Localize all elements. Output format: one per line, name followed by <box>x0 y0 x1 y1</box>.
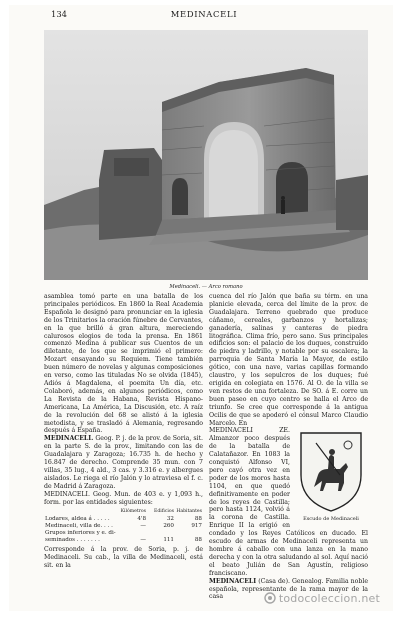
watermark-text: todocoleccion.net <box>278 592 380 605</box>
page-number: 134 <box>51 9 67 19</box>
arch-illustration <box>44 30 368 280</box>
table-row: seminados . . . . . . . — 111 88 <box>45 537 202 544</box>
shield-icon <box>296 429 366 513</box>
watermark <box>264 592 380 605</box>
col-inhabitants: Habitantes <box>176 509 202 515</box>
medinaceli-entry: MEDINACELI. Geog. P. j. de la prov. de Soria, sit. en la parte S. de la prov., limitando con las de Guadalajara y Zaragoza; 16.735 h. de hecho y 16.847 de derecho. Comprende 35 mun. con 7 villas, 35 lug., 4 ald., 3 cas. y 3.316 e. y albergues aislados. Le riega el río Jalón y lo atraviesa el f. c. de Madrid á Zaragoza. <box>44 435 203 490</box>
col-buildings: Edificios <box>154 509 174 515</box>
right-paragraph-continued: MEDINACELI ZE. Almanzor poco después de la batalla de Calatañazor. En 1083 la conquistó Alfonso VI, pero cayó otra vez en poder de los moros hasta 1104, en que quedó definitivamente en poder de los reyes de Castilla; pero hasta 1124, volvió á la corona de Castilla. Enrique II la erigió en condado y los Reyes Católicos en ducado. El escudo de armas de Medinaceli representa un hombre á caballo con una lanza en la mano derecha y con la otra saludando al sol. Aquí nació el beato Julián de San Agustín, religioso franciscano. <box>209 427 368 577</box>
left-closing-paragraph: Corresponde á la prov. de Soria, p. j. de Medinaceli. Su cab., la villa de Medinaceli, está sit. en la <box>44 546 203 570</box>
table-row: Medinaceli, villa de. . . . — 260 917 <box>45 522 202 529</box>
shield-caption: Escudo de Medinaceli <box>303 516 359 523</box>
left-column <box>44 293 203 570</box>
page-header <box>51 9 357 21</box>
watermark-logo-icon <box>264 592 276 604</box>
col-km: Kilómetros <box>120 509 146 515</box>
entry-headword: MEDINACELI. <box>44 435 94 443</box>
coat-of-arms <box>294 429 368 522</box>
entry-headword: MEDINACELI <box>209 577 257 585</box>
table-row: Grupos inferiores y e. di- <box>45 530 116 537</box>
medinaceli-municipality-entry: MEDINACELI. Geog. Mun. de 403 e. y 1,093 h., form. por las entidades siguientes: <box>44 490 203 506</box>
table-header <box>44 508 203 515</box>
right-paragraph: cuenca del río Jalón que baña su térm. en una planicie elevada, cerca del límite de la prov. de Guadalajara. Terreno quebrado que produce cáñamo, cereales, garbanzos y hortalizas; ganadería, salinas y canteras de piedra litográfica. Clima frío, pero sano. Sus principales edificios son: el palacio de los duques, construído de piedra y ladrillo, y notable por su escalera; la parroquia de Santa María la Mayor, de estilo gótico, con una nave, varias capillas formando claustro, y los sepulcros de los duques; fué erigida en colegiata en 1576. Al O. de la villa se ven restos de una fortaleza. De SO. á E. corre un buen paseo en cuyo centro se halla el Arco de triunfo. Se cree que corresponde á la antigua Ocilis de que se apoderó el cónsul Marco Claudio Marcelo. En <box>209 293 368 427</box>
left-paragraph: asamblea tomó parte en una batalla de los principales periódicos. En 1860 la Real Academia Española le designó para pronunciar en la iglesia de los Trinitarios la oración fúnebre de Cervantes, en la que brilló á gran altura, mereciendo calurosos elogios de toda la prensa. En 1861 comenzó Medina á publicar sus Cuentos de un diletante, de los que se imprimió el primero: Mozart ensayando su Requiem. Tiene también buen número de novelas y algunas composiciones en verso, como las tituladas No se olvida (1845), Adiós á Magdalena, el poemita Un día, etc. Colaboró, además, en algunos periódicos, como La Revista de la Habana, Revista Hispano-Americana, La América, La Discusión, etc. A raíz de la revolución del 68 se alistó á la iglesia metodista, y se trasladó á Alemania, regresando después á España. <box>44 293 203 435</box>
roman-arch-photo <box>44 30 368 280</box>
right-column <box>209 293 368 601</box>
page-title: MEDINACELI <box>170 9 238 19</box>
photo-caption: Medinaceli. — Arco romano <box>169 284 243 290</box>
population-table <box>44 508 203 544</box>
casa-medinaceli-entry: MEDINACELI (Casa de). Genealog. Familia noble española, representante de la rama mayor de la casa <box>209 577 368 601</box>
table-row: Lodares, aldea á . . . . . 4'8 32 88 <box>45 515 202 522</box>
